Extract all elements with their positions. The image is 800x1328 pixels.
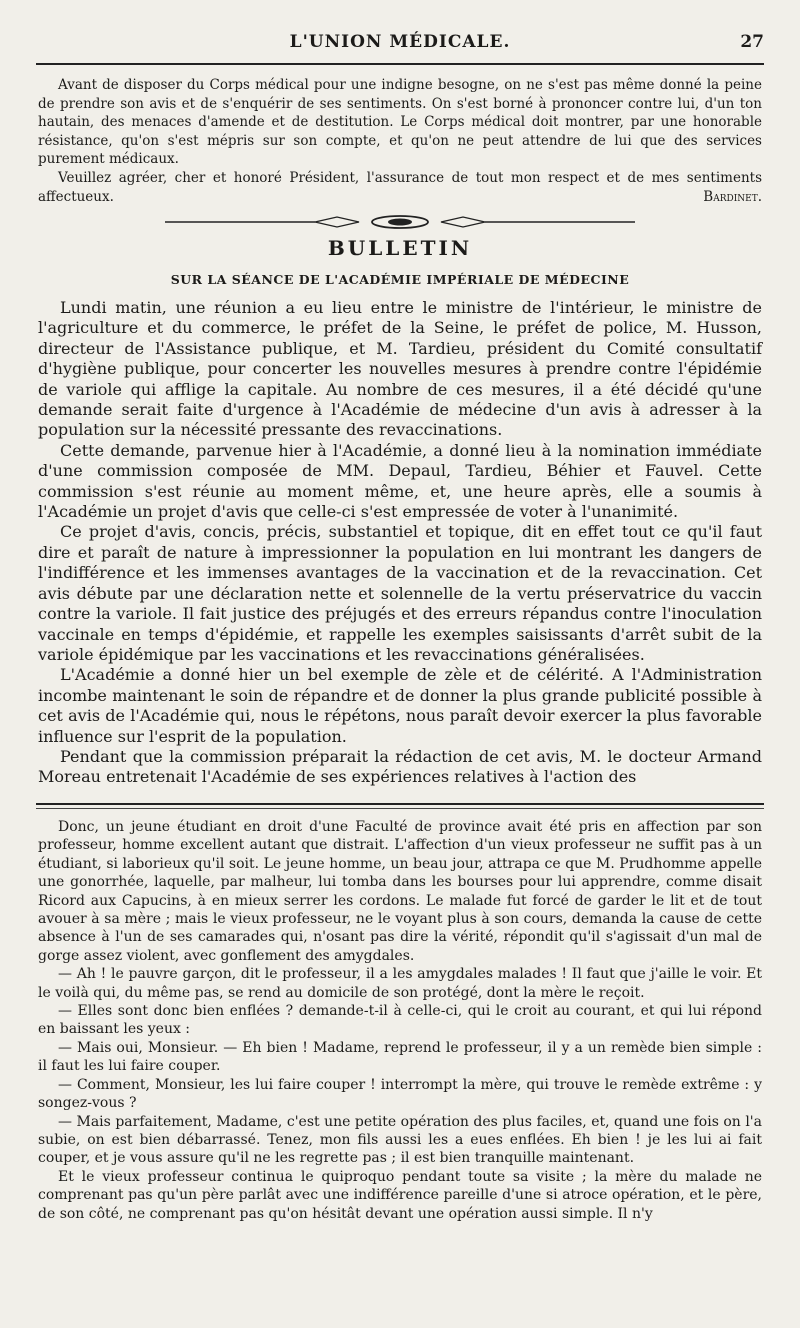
- letter-section: [38, 76, 762, 206]
- page-header: [36, 28, 764, 60]
- body-paragraph: Ce projet d'avis, concis, précis, substantiel et topique, dit en effet tout ce qu'il faut dire et paraît de nature à impressionner la population en lui montrant les dangers de l'indifférence et les immenses avantages de la vaccination et de la revaccination. Cet avis débute par une déclaration nette et solennelle de la vertu préservatrice du vaccin contre la variole. Il fait justice des préjugés et des erreurs répandus contre l'inoculation vaccinale en temps d'épidémie, et rappelle les exemples saisissants d'arrêt subit de la variole épidémique par les vaccinations et les revaccinations généralisées.: [38, 522, 762, 664]
- ornament-divider: [165, 212, 635, 232]
- feuilleton-section: [38, 818, 762, 1223]
- body-paragraph: Pendant que la commission préparait la rédaction de cet avis, M. le docteur Armand Moreau entretenait l'Académie de ses expériences relatives à l'action des: [38, 746, 762, 787]
- feuilleton-paragraph: — Mais parfaitement, Madame, c'est une petite opération des plus faciles, et, quand une fois on l'a subie, on est bien débarrassé. Tenez, mon fils aussi les a eues enflées. Eh bien ! je les lui ai fait couper, et je vous assure qu'il ne les regrette pas ; il est bien tranquille maintenant.: [38, 1113, 762, 1167]
- feuilleton-paragraph: — Mais oui, Monsieur. — Eh bien ! Madame, reprend le professeur, il y a un remède bien simple : il faut les lui faire couper.: [38, 1039, 762, 1075]
- body-paragraph: L'Académie a donné hier un bel exemple de zèle et de célérité. A l'Administration incombe maintenant le soin de répandre et de donner la plus grande publicité possible à cet avis de l'Académie qui, nous le répétons, nous paraît devoir exercer la plus favorable influence sur l'esprit de la population.: [38, 665, 762, 746]
- bulletin-subtitle: SUR LA SÉANCE DE L'ACADÉMIE IMPÉRIALE DE MÉDECINE: [170, 272, 630, 287]
- bulletin-body: [38, 298, 762, 788]
- body-paragraph: Cette demande, parvenue hier à l'Académie, a donné lieu à la nomination immédiate d'une commission composée de MM. Depaul, Tardieu, Béhier et Fauvel. Cette commission s'est réunie au moment même, et, une heure après, elle a soumis à l'Académie un projet d'avis que celle-ci s'est empressée de voter à l'unanimité.: [38, 440, 762, 522]
- journal-title: L'UNION MÉDICALE.: [289, 32, 511, 52]
- feuilleton-rule-thin: [36, 808, 764, 809]
- bulletin-title: BULLETIN: [327, 236, 473, 260]
- letter-closing: [38, 169, 762, 206]
- letter-closing-text: Veuillez agréer, cher et honoré Président, l'assurance de tout mon respect et de mes sentiments affectueux.: [38, 169, 762, 205]
- body-paragraph: Lundi matin, une réunion a eu lieu entre le ministre de l'intérieur, le ministre de l'agriculture et du commerce, le préfet de la Seine, le préfet de police, M. Husson, directeur de l'Assistance publique, et M. Tardieu, président du Comité consultatif d'hygiène publique, pour concerter les nouvelles mesures à prendre contre l'épidémie de variole qui afflige la capitale. Au nombre de ces mesures, il a été décidé qu'une demande serait faite d'urgence à l'Académie de médecine d'un avis à adresser à la population sur la nécessité pressante des revaccinations.: [38, 298, 762, 440]
- feuilleton-paragraph: Donc, un jeune étudiant en droit d'une Faculté de province avait été pris en affection par son professeur, homme excellent autant que distrait. L'affection d'un vieux professeur ne suffit pas à un étudiant, si laborieux qu'il soit. Le jeune homme, un beau jour, attrapa ce que M. Prudhomme appelle une gonorrhée, laquelle, par malheur, lui tomba dans les bourses pour lui apprendre, comme disait Ricord aux Capucins, à en mieux serrer les cordons. Le malade fut forcé de garder le lit et de tout avouer à sa mère ; mais le vieux professeur, ne le voyant plus à son cours, demanda la cause de cette absence à l'un de ses camarades qui, n'osant pas dire la vérité, répondit qu'il s'agissait d'un mal de gorge assez violent, avec gonflement des amygdales.: [38, 819, 762, 964]
- feuilleton-rule-thick: [36, 803, 764, 805]
- feuilleton-paragraph: — Ah ! le pauvre garçon, dit le professeur, il a les amygdales malades ! Il faut que j'aille le voir. Et le voilà qui, du même pas, se rend au domicile de son protégé, dont la mère le reçoit.: [38, 966, 762, 1001]
- feuilleton-paragraph: — Elles sont donc bien enflées ? demande-t-il à celle-ci, qui le croit au courant, et qui lui répond en baissant les yeux :: [38, 1003, 762, 1038]
- letter-signature: Bardinet.: [703, 188, 762, 205]
- letter-paragraph: Avant de disposer du Corps médical pour une indigne besogne, on ne s'est pas même donné la peine de prendre son avis et de s'enquérir de ses sentiments. On s'est borné à prononcer contre lui, d'un ton hautain, des menaces d'amende et de destitution. Le Corps médical doit montrer, par une honorable résistance, qu'on s'est mépris sur son compte, et qu'on ne peut attendre de lui que des services purement médicaux.: [38, 77, 762, 168]
- feuilleton-paragraph: Et le vieux professeur continua le quiproquo pendant toute sa visite ; la mère du malade ne comprenant pas qu'un père parlât avec une indifférence pareille d'une si atroce opération, et le père, de son côté, ne comprenant pas qu'on hésitât devant une opération aussi simple. Il n'y: [38, 1168, 762, 1222]
- feuilleton-paragraph: — Comment, Monsieur, les lui faire couper ! interrompt la mère, qui trouve le remède extrême : y songez-vous ?: [38, 1076, 762, 1112]
- header-rule: [36, 63, 764, 65]
- page-number: 27: [740, 32, 764, 52]
